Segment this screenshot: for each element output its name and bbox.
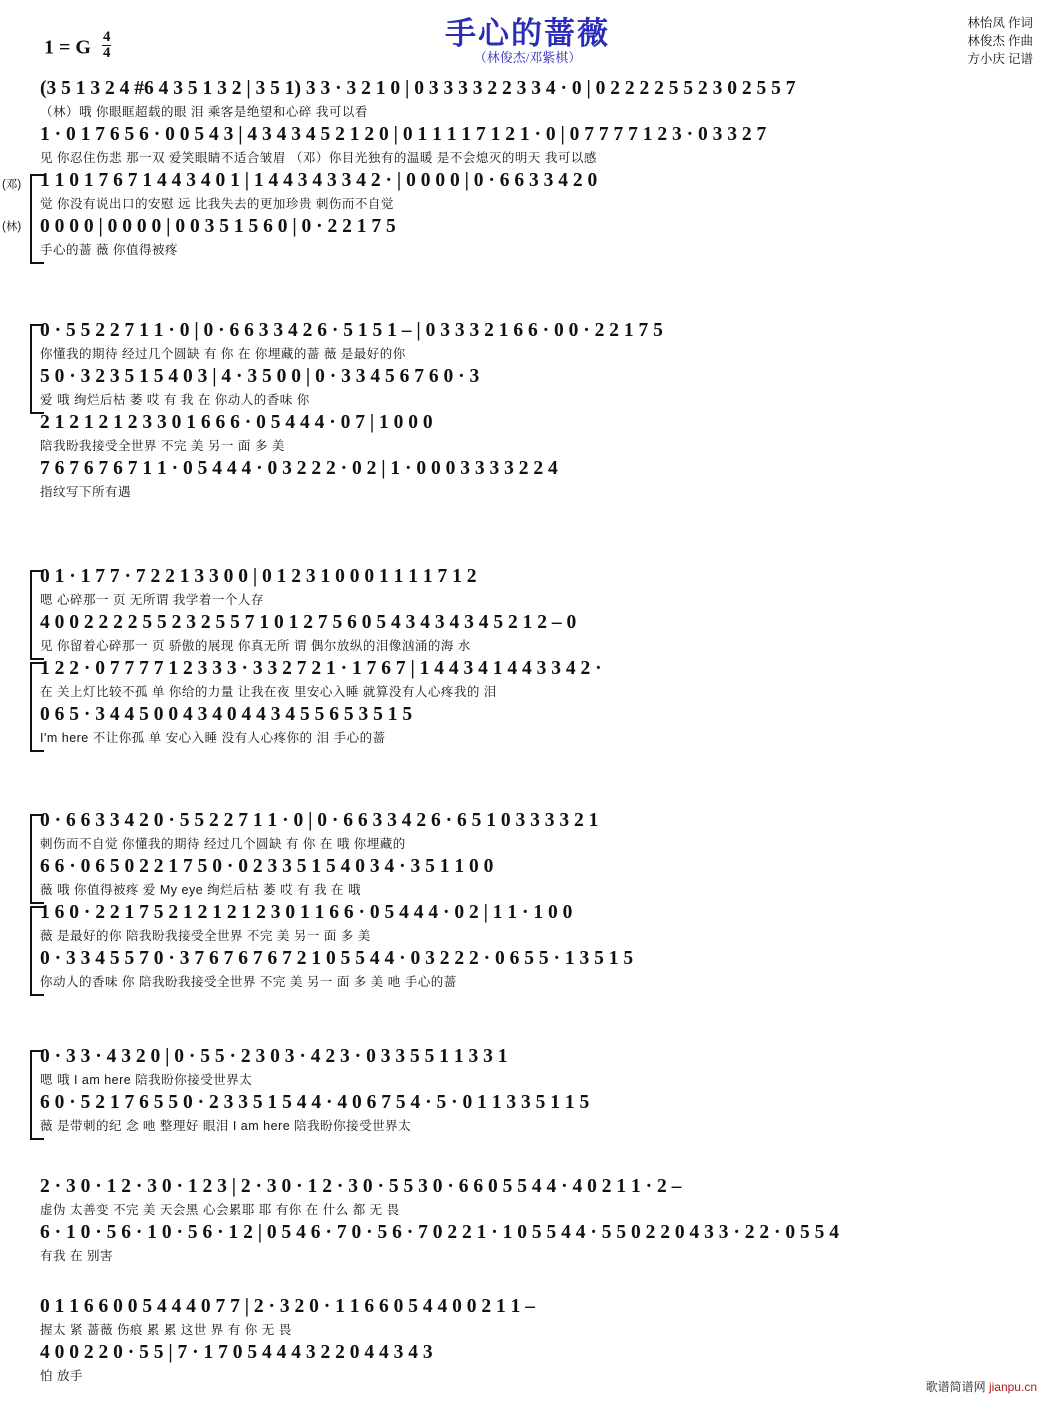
lyric-row: 你动人的香味 你 陪我盼我接受全世界 不完 美 另一 面 多 美 吔 手心的蔷 <box>40 975 457 989</box>
note-row: 6 0 · 5 2 1 7 6 5 5 0 · 2 3 3 5 1 5 4 4 · 4 0 6 7 5 4 · 5 · 0 1 1 3 3 5 1 1 5 <box>40 1092 590 1113</box>
staff-line <box>40 902 1025 948</box>
note-row: 0 · 6 6 3 3 4 2 0 · 5 5 2 2 7 1 1 · 0 | 0 · 6 6 3 3 4 2 6 · 6 5 1 0 3 3 3 3 2 1 <box>40 810 599 831</box>
staff-line <box>40 412 1025 458</box>
music-system-1 <box>2 78 1025 260</box>
lyric-row: I'm here 不让你孤 单 安心入睡 没有人心疼你的 泪 手心的蔷 <box>40 731 386 745</box>
lyric-row: （林）哦 你眼眶超载的眼 泪 乘客是绝望和心碎 我可以看 <box>40 105 368 119</box>
staff-line <box>40 1176 1025 1222</box>
note-row: 4 0 0 2 2 2 2 5 5 2 3 2 5 5 7 1 0 1 2 7 5 6 0 5 4 3 4 3 4 3 4 5 2 1 2 – 0 <box>40 612 577 633</box>
staff-line <box>40 1092 1025 1136</box>
staff-line <box>2 170 1025 216</box>
note-row: (3 5 1 3 2 4 #6 4 3 5 1 3 2 | 3 5 1) 3 3 · 3 2 1 0 | 0 3 3 3 3 2 2 3 3 4 · 0 | 0 2 2 2 2 5 5 2 3 0 2 5 5 7 <box>40 78 796 99</box>
staff-line <box>40 566 1025 612</box>
staff-line <box>40 366 1025 412</box>
watermark-url: jianpu.cn <box>988 1380 1037 1394</box>
note-row: 2 · 3 0 · 1 2 · 3 0 · 1 2 3 | 2 · 3 0 · 1 2 · 3 0 · 5 5 3 0 · 6 6 0 5 5 4 4 · 4 0 2 1 1 · 2 – <box>40 1176 682 1197</box>
lyric-row: 握太 紧 蔷薇 伤痕 累 累 这世 界 有 你 无 畏 <box>40 1323 292 1337</box>
voice-label-lin: (林) <box>2 221 22 233</box>
lyric-row: 陪我盼我接受全世界 不完 美 另一 面 多 美 <box>40 439 285 453</box>
lyric-row: 觉 你没有说出口的安慰 远 比我失去的更加珍贵 刺伤而不自觉 <box>40 197 394 211</box>
music-system-4 <box>40 810 1025 992</box>
note-row: 1 1 0 1 7 6 7 1 4 4 3 4 0 1 | 1 4 4 3 4 3 3 4 2 · | 0 0 0 0 | 0 · 6 6 3 3 4 2 0 <box>40 170 598 191</box>
staff-line <box>40 704 1025 748</box>
credit-transcriber: 方小庆 记谱 <box>967 52 1033 67</box>
lyric-row: 爱 哦 绚烂后枯 萎 哎 有 我 在 你动人的香味 你 <box>40 393 310 407</box>
lyric-row: 有我 在 别害 <box>40 1249 113 1263</box>
lyric-row: 指纹写下所有遇 <box>40 485 132 499</box>
note-row: 0 · 3 3 · 4 3 2 0 | 0 · 5 5 · 2 3 0 3 · 4 2 3 · 0 3 3 5 5 1 1 3 3 1 <box>40 1046 508 1067</box>
staff-line <box>40 320 1025 366</box>
music-system-2 <box>40 320 1025 502</box>
credit-composer: 林俊杰 作曲 <box>967 34 1033 49</box>
lyric-row: 刺伤而不自觉 你懂我的期待 经过几个圆缺 有 你 在 哦 你埋藏的 <box>40 837 406 851</box>
music-system-7 <box>40 1296 1025 1386</box>
note-row: 0 1 1 6 6 0 0 5 4 4 4 0 7 7 | 2 · 3 2 0 · 1 1 6 6 0 5 4 4 0 0 2 1 1 – <box>40 1296 536 1317</box>
lyric-row: 你懂我的期待 经过几个圆缺 有 你 在 你埋藏的蔷 薇 是最好的你 <box>40 347 406 361</box>
staff-line <box>40 1046 1025 1092</box>
note-row: 0 · 5 5 2 2 7 1 1 · 0 | 0 · 6 6 3 3 4 2 6 · 5 1 5 1 – | 0 3 3 3 2 1 6 6 · 0 0 · 2 2 1 7 5 <box>40 320 663 341</box>
music-system-6 <box>40 1176 1025 1266</box>
note-row: 6 · 1 0 · 5 6 · 1 0 · 5 6 · 1 2 | 0 5 4 6 · 7 0 · 5 6 · 7 0 2 2 1 · 1 0 5 5 4 4 · 5 5 0 2 2 0 4 3 3 · 2 2 · 0 5 5 4 <box>40 1222 839 1243</box>
staff-line <box>40 612 1025 658</box>
lyric-row: 怕 放手 <box>40 1369 83 1383</box>
lyric-row: 薇 是带刺的纪 念 吔 整理好 眼泪 I am here 陪我盼你接受世界太 <box>40 1119 412 1133</box>
note-row: 4 0 0 2 2 0 · 5 5 | 7 · 1 7 0 5 4 4 4 3 2 2 0 4 4 3 4 3 <box>40 1342 433 1363</box>
note-row: 1 · 0 1 7 6 5 6 · 0 0 5 4 3 | 4 3 4 3 4 5 2 1 2 0 | 0 1 1 1 1 7 1 2 1 · 0 | 0 7 7 7 7 1 2 3 · 0 3 3 2 7 <box>40 124 767 145</box>
note-row: 0 6 5 · 3 4 4 5 0 0 4 3 4 0 4 4 3 4 5 5 6 5 3 5 1 5 <box>40 704 413 725</box>
page-subtitle: （林俊杰/邓紫棋） <box>473 50 582 65</box>
note-row: 0 1 · 1 7 7 · 7 2 2 1 3 3 0 0 | 0 1 2 3 1 0 0 0 1 1 1 1 7 1 2 <box>40 566 477 587</box>
lyric-row: 见 你留着心碎那一 页 骄傲的展现 你真无所 谓 偶尔放纵的泪像汹涌的海 水 <box>40 639 471 653</box>
staff-line <box>40 124 1025 170</box>
key-label: 1 = G <box>44 36 91 59</box>
lyric-row: 薇 是最好的你 陪我盼我接受全世界 不完 美 另一 面 多 美 <box>40 929 371 943</box>
staff-line <box>40 810 1025 856</box>
music-system-3 <box>40 566 1025 748</box>
staff-line <box>40 458 1025 502</box>
staff-line <box>40 948 1025 992</box>
staff-line <box>2 216 1025 260</box>
note-row: 0 0 0 0 | 0 0 0 0 | 0 0 3 5 1 5 6 0 | 0 · 2 2 1 7 5 <box>40 216 396 237</box>
credit-lyricist: 林怡凤 作词 <box>967 16 1033 30</box>
note-row: 5 0 · 3 2 3 5 1 5 4 0 3 | 4 · 3 5 0 0 | 0 · 3 3 4 5 6 7 6 0 · 3 <box>40 366 480 387</box>
note-row: 6 6 · 0 6 5 0 2 2 1 7 5 0 · 0 2 3 3 5 1 5 4 0 3 4 · 3 5 1 1 0 0 <box>40 856 494 877</box>
lyric-row: 在 关上灯比较不孤 单 你给的力量 让我在夜 里安心入睡 就算没有人心疼我的 泪 <box>40 685 497 699</box>
staff-line <box>40 1342 1025 1386</box>
lyric-row: 嗯 心碎那一 页 无所谓 我学着一个人存 <box>40 593 264 607</box>
lyric-row: 手心的蔷 薇 你值得被疼 <box>40 243 178 257</box>
credits <box>967 14 1033 68</box>
music-system-5 <box>40 1046 1025 1136</box>
note-row: 1 6 0 · 2 2 1 7 5 2 1 2 1 2 1 2 3 0 1 1 6 6 · 0 5 4 4 4 · 0 2 | 1 1 · 1 0 0 <box>40 902 573 923</box>
staff-line <box>40 856 1025 902</box>
note-row: 1 2 2 · 0 7 7 7 7 1 2 3 3 3 · 3 3 2 7 2 1 · 1 7 6 7 | 1 4 4 3 4 1 4 4 3 3 4 2 · <box>40 658 602 679</box>
watermark-site: 歌谱简谱网 <box>925 1380 986 1394</box>
time-signature: $\frac{4}{4}$ <box>102 29 111 62</box>
note-row: 0 · 3 3 4 5 5 7 0 · 3 7 6 7 6 7 6 7 2 1 0 5 5 4 4 · 0 3 2 2 2 · 0 6 5 5 · 1 3 5 1 5 <box>40 948 634 969</box>
staff-line <box>40 1296 1025 1342</box>
staff-line <box>40 658 1025 704</box>
voice-label-deng: (邓) <box>2 179 22 191</box>
note-row: 2 1 2 1 2 1 2 3 3 0 1 6 6 6 · 0 5 4 4 4 · 0 7 | 1 0 0 0 <box>40 412 433 433</box>
staff-line <box>40 78 1025 124</box>
note-row: 7 6 7 6 7 6 7 1 1 · 0 5 4 4 4 · 0 3 2 2 2 · 0 2 | 1 · 0 0 0 3 3 3 3 2 2 4 <box>40 458 558 479</box>
lyric-row: 见 你忍住伤悲 那一双 爱笑眼睛不适合皱眉 （邓）你目光独有的温暖 是不会熄灭的明天 我可以感 <box>40 151 597 165</box>
lyric-row: 薇 哦 你值得被疼 爱 My eye 绚烂后枯 萎 哎 有 我 在 哦 <box>40 883 361 897</box>
lyric-row: 嗯 哦 I am here 陪我盼你接受世界太 <box>40 1073 253 1087</box>
lyric-row: 虚伪 太善变 不完 美 天会黑 心会累耶 耶 有你 在 什么 都 无 畏 <box>40 1203 400 1217</box>
staff-line <box>40 1222 1025 1266</box>
watermark <box>926 1378 1037 1395</box>
page-title: 手心的蔷薇 <box>445 16 610 51</box>
